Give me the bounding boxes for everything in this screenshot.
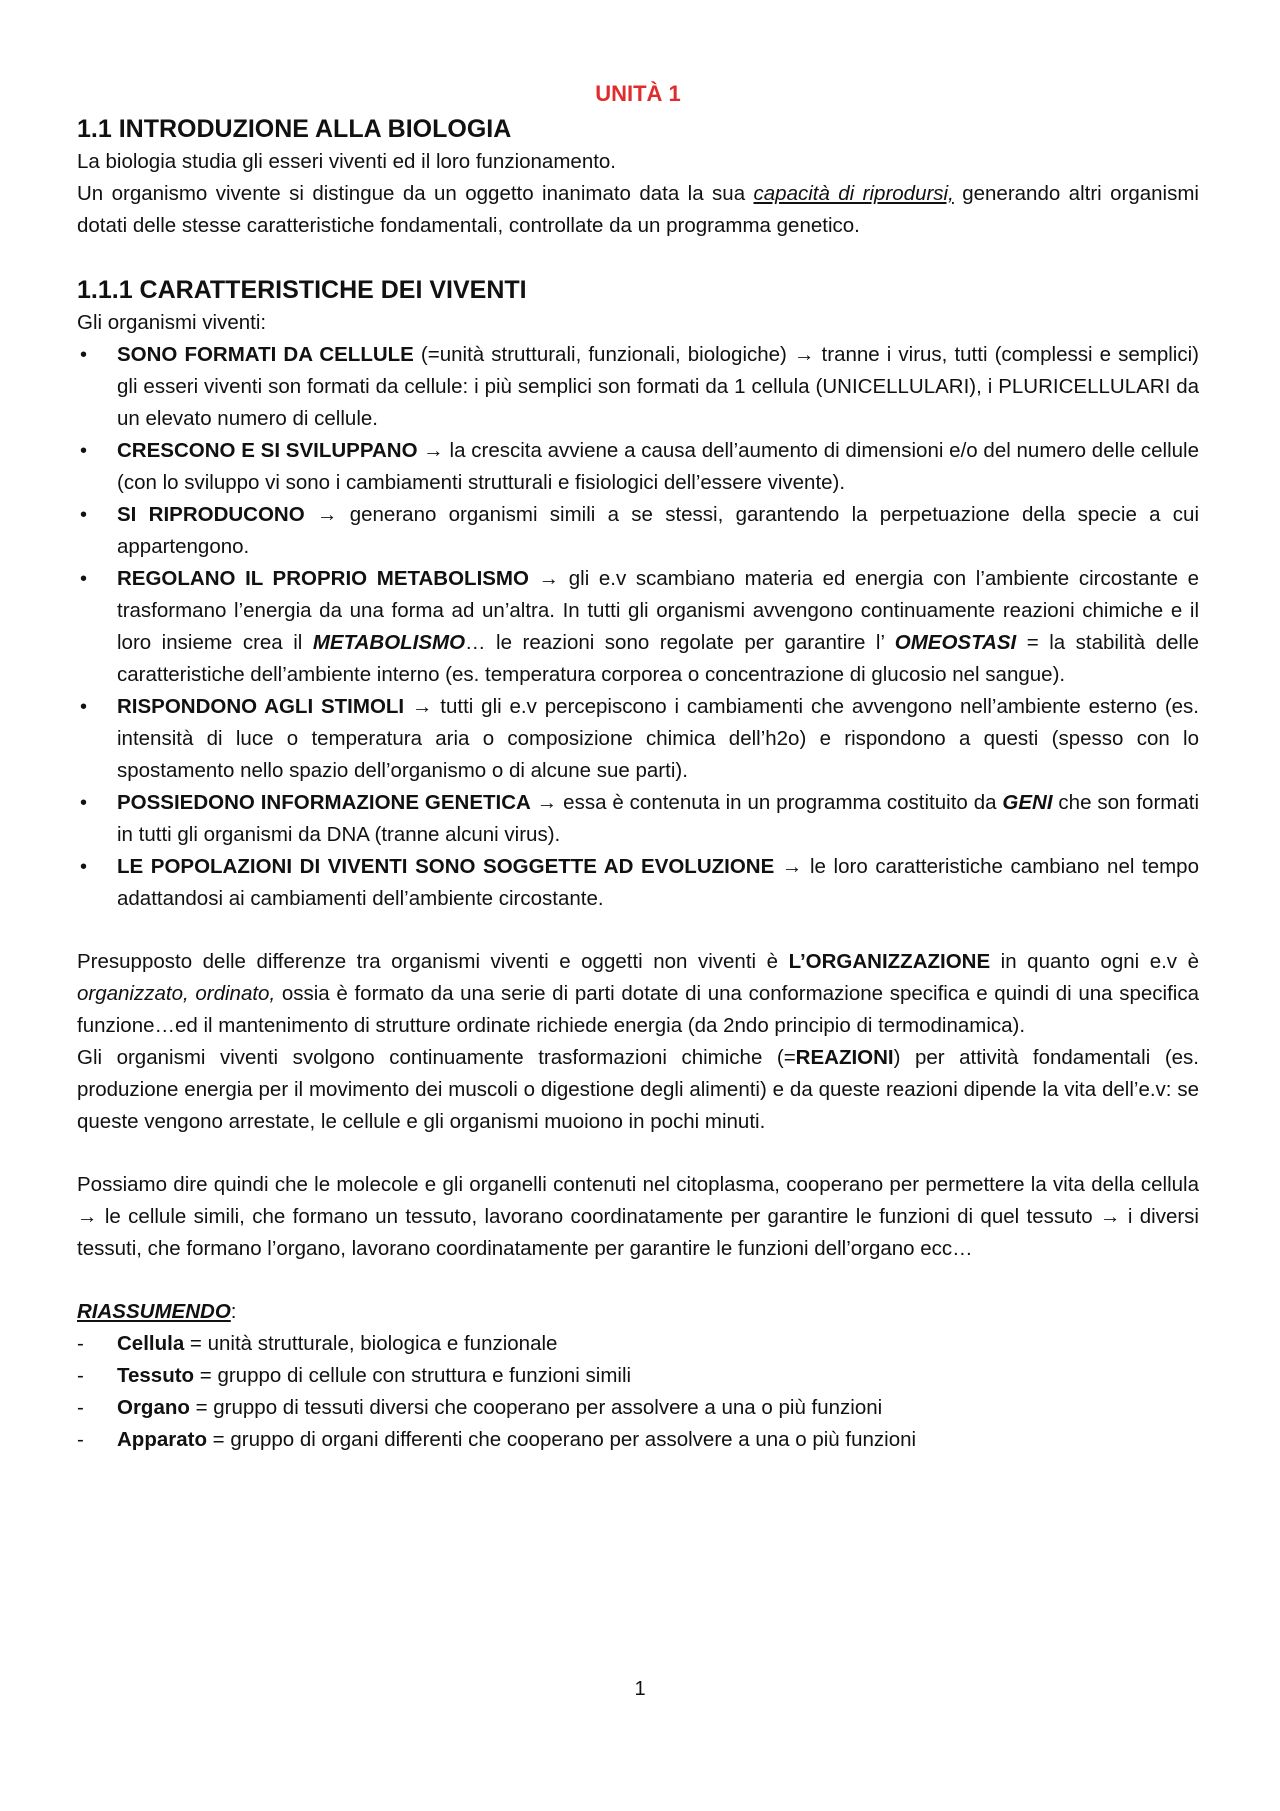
emphasis-capacity: capacità di riprodursi, [753,182,954,205]
cooperation-paragraph: Possiamo dire quindi che le molecole e gli organelli contenuti nel citoplasma, cooperano per permettere la vita della cellula → le cellule simili, che formano un tessuto, lavorano coordinatamente per garantire le funzioni di quel tessuto → i diversi tessuti, che formano l’organo, lavorano coordinatamente per garantire le funzioni dell’organo ecc… [77,1173,1199,1260]
term-omeostasi: OMEOSTASI [894,631,1017,654]
list-item: • RISPONDONO AGLI STIMOLI → tutti gli e.v percepiscono i cambiamenti che avvengono nell’ambiente esterno (es. intensità di luce o temperatura aria o composizione chimica dell’h2o) e rispondono a questi (spesso con lo spostamento nello spazio dell’organismo o di alcune sue parti). [77,691,1199,787]
list-item: • CRESCONO E SI SVILUPPANO → la crescita avviene a causa dell’aumento di dimensioni e/o del numero delle cellule (con lo sviluppo vi sono i cambiamenti strutturali e fisiologici dell’essere vivente). [77,435,1199,499]
list-item: - Cellula = unità strutturale, biologica e funzionale [77,1332,558,1355]
bullet-icon: • [80,696,88,718]
bullet-icon: • [80,504,88,526]
intro-paragraph-2: Un organismo vivente si distingue da un oggetto inanimato data la sua capacità di riprodursi, generando altri organismi dotati delle stesse caratteristiche fondamentali, controllate da un programma genetico. [77,182,1199,237]
bullet-icon: • [80,440,88,462]
list-item: - Tessuto = gruppo di cellule con struttura e funzioni simili [77,1364,632,1387]
summary-list [77,1328,1199,1456]
list-item: • SI RIPRODUCONO → generano organismi simili a se stessi, garantendo la perpetuazione della specie a cui appartengono. [77,499,1199,563]
intro-paragraph-1: La biologia studia gli esseri viventi ed il loro funzionamento. [77,150,617,173]
bullet-icon: • [80,568,88,590]
organization-paragraph: Presupposto delle differenze tra organismi viventi e oggetti non viventi è L’ORGANIZZAZIONE in quanto ogni e.v è organizzato, ordinato, ossia è formato da una serie di parti dotate di una conformazione specifica e quindi di una specifica funzione…ed il mantenimento di strutture ordinate richiede energia (da 2ndo principio di termodinamica). [77,950,1199,1037]
summary-heading: RIASSUMENDO: [77,1300,237,1323]
characteristics-list [77,339,1199,915]
document-page [77,78,1199,1456]
list-item: • SONO FORMATI DA CELLULE (=unità strutturali, funzionali, biologiche) → tranne i virus, tutti (complessi e semplici) gli esseri viventi son formati da cellule: i più semplici son formati da 1 cellula (UNICELLULARI), i PLURICELLULARI da un elevato numero di cellule. [77,339,1199,435]
bullet-icon: • [80,792,88,814]
list-item: - Organo = gruppo di tessuti diversi che cooperano per assolvere a una o più funzioni [77,1396,883,1419]
bullet-icon: • [80,856,88,878]
bullet-icon: • [80,344,88,366]
unit-title: UNITÀ 1 [595,81,681,106]
list-item: • REGOLANO IL PROPRIO METABOLISMO → gli e.v scambiano materia ed energia con l’ambiente circostante e trasformano l’energia da una forma ad un’altra. In tutti gli organismi avvengono continuamente reazioni chimiche e il loro insieme crea il METABOLISMO… le reazioni sono regolate per garantire l’ OMEOSTASI = la stabilità delle caratteristiche dell’ambiente interno (es. temperatura corporea o concentrazione di glucosio nel sangue). [77,563,1199,691]
reactions-paragraph: Gli organismi viventi svolgono continuamente trasformazioni chimiche (=REAZIONI) per attività fondamentali (es. produzione energia per il movimento dei muscoli o digestione degli alimenti) e da queste reazioni dipende la vita dell’e.v: se queste vengono arrestate, le cellule e gli organismi muoiono in pochi minuti. [77,1046,1199,1133]
list-item: • LE POPOLAZIONI DI VIVENTI SONO SOGGETTE AD EVOLUZIONE → le loro caratteristiche cambiano nel tempo adattandosi ai cambiamenti dell’ambiente circostante. [77,851,1199,915]
term-geni: GENI [1002,791,1053,814]
section-heading-intro: 1.1 INTRODUZIONE ALLA BIOLOGIA [77,115,512,143]
list-item: • POSSIEDONO INFORMAZIONE GENETICA → essa è contenuta in un programma costituito da GENI che son formati in tutti gli organismi da DNA (tranne alcuni virus). [77,787,1199,851]
list-item: - Apparato = gruppo di organi differenti che cooperano per assolvere a una o più funzioni [77,1428,917,1451]
section-heading-characteristics: 1.1.1 CARATTERISTICHE DEI VIVENTI [77,276,527,304]
page-number: 1 [634,1678,646,1700]
characteristics-intro: Gli organismi viventi: [77,311,267,334]
term-metabolismo: METABOLISMO [312,631,466,654]
